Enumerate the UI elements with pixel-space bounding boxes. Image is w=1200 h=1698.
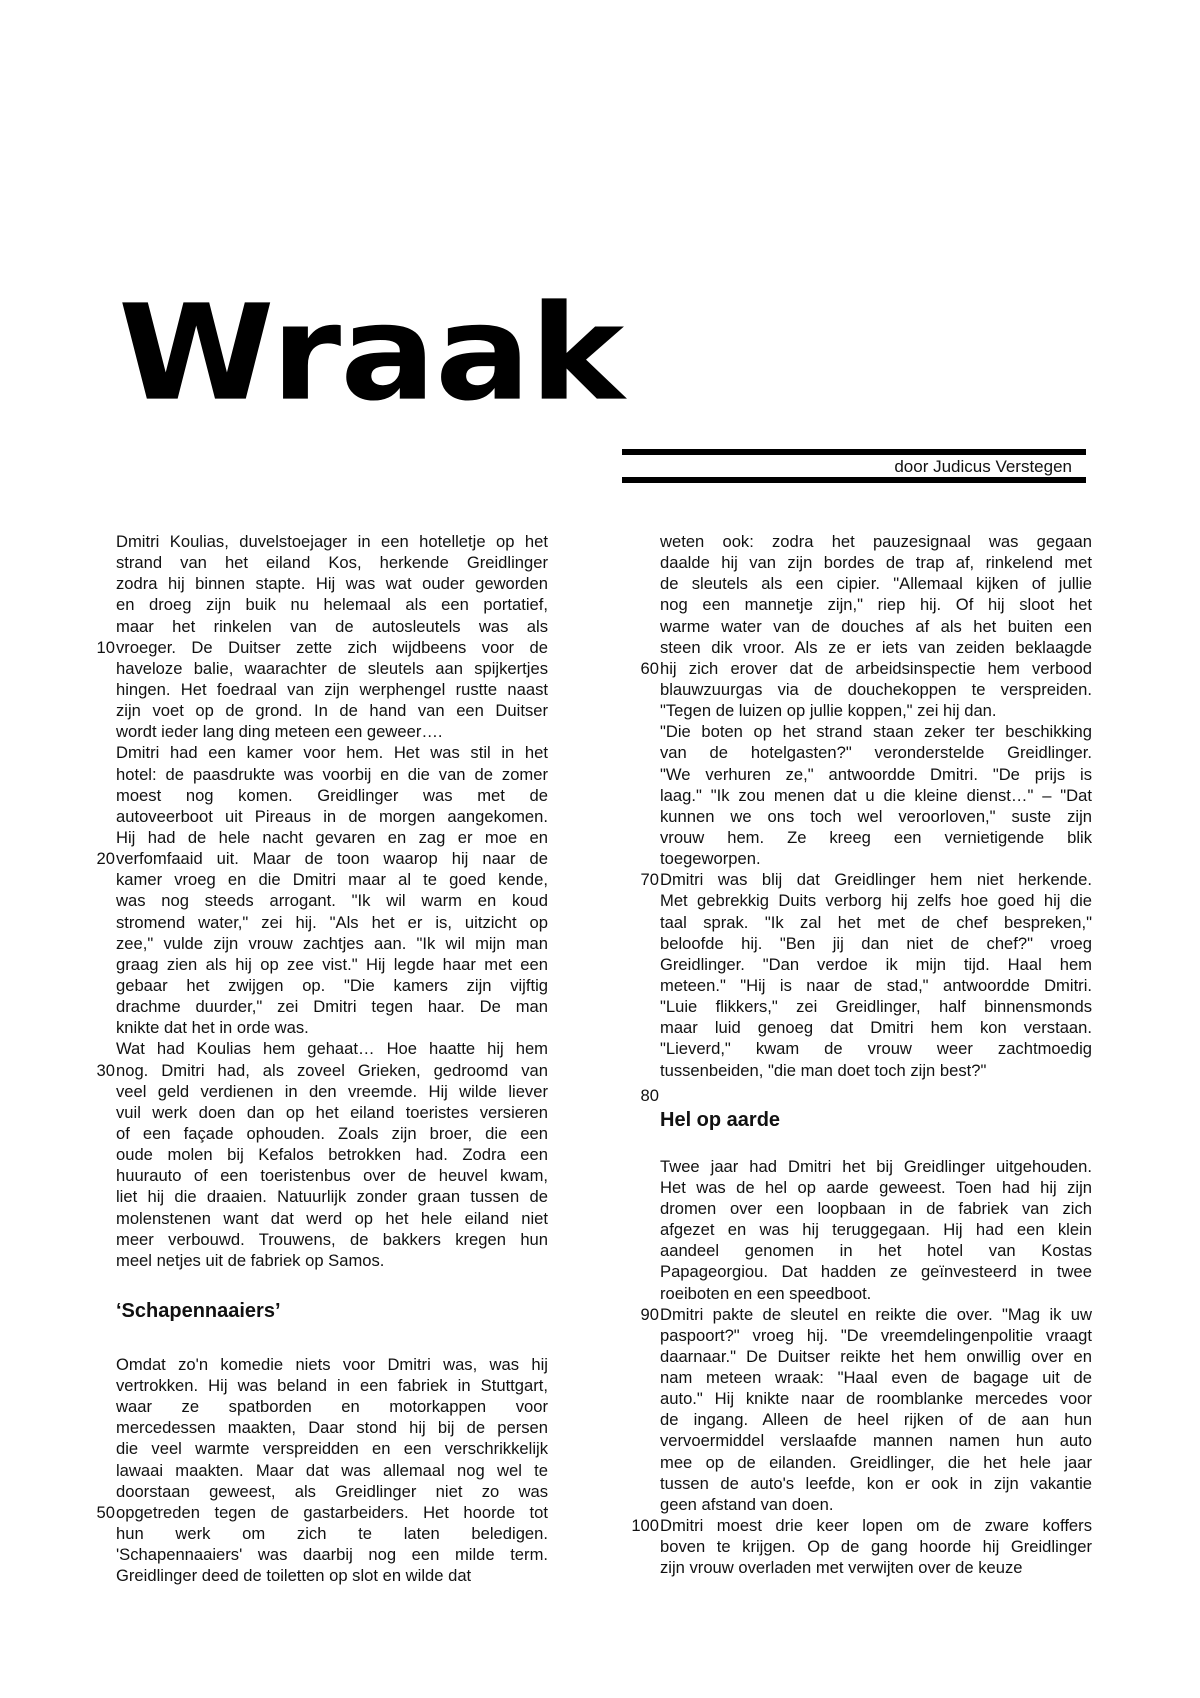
text-line-content: roeiboten en een speedboot. <box>660 1283 872 1303</box>
text-line <box>116 1208 548 1229</box>
spacer <box>660 1134 1092 1156</box>
spacer <box>116 1271 548 1290</box>
text-line <box>96 1502 548 1523</box>
text-line-content: taal sprak. "Ik zal het met de chef bespreken," <box>660 912 1092 932</box>
text-line-content: Het was de hel op aarde geweest. Toen had hij zijn <box>660 1177 1092 1197</box>
section-heading: ‘Schapennaaiers’ <box>116 1299 281 1322</box>
text-line-content: die veel warmte verspreidden en een verschrikkelijk <box>116 1439 548 1459</box>
text-line-content: oude molen bij Kefalos betrokken had. Zodra een <box>116 1145 548 1165</box>
text-line <box>116 616 548 637</box>
text-line <box>660 637 1092 658</box>
text-line-content: doorstaan geweest, als Greidlinger niet zo was <box>116 1481 548 1501</box>
text-line-content: zodra hij binnen stapte. Hij was wat ouder geworden <box>116 574 548 594</box>
text-line-content: Greidlinger deed de toiletten op slot en wilde dat <box>116 1566 472 1586</box>
text-line-content: tussenbeiden, "die man doet toch zijn best?" <box>660 1060 987 1080</box>
text-line <box>116 1354 548 1375</box>
text-line-content: Dmitri moest drie keer lopen om de zware koffers <box>660 1516 1092 1536</box>
text-line-content: blauwzuurgas via de douchekoppen te verspreiden. <box>660 679 1092 699</box>
text-line-content: huurauto of een toeristenbus over de heuvel kwam, <box>116 1166 548 1186</box>
text-line <box>116 1165 548 1186</box>
text-line-content: nam meteen wraak: "Haal even de bagage uit de <box>660 1368 1092 1388</box>
text-line <box>660 1430 1092 1451</box>
text-line-content: vertrokken. Hij was beland in een fabriek in Stuttgart, <box>116 1376 548 1396</box>
text-line <box>660 1060 1092 1081</box>
text-line-content: hun werk om zich te laten beledigen. <box>116 1524 548 1544</box>
text-line <box>660 1177 1092 1198</box>
text-line <box>116 1102 548 1123</box>
text-line <box>116 1460 548 1481</box>
text-line <box>660 721 1092 742</box>
text-line <box>116 1396 548 1417</box>
text-line <box>116 1565 548 1586</box>
text-line-content: weten ook: zodra het pauzesignaal was gegaan <box>660 532 1092 551</box>
paragraph <box>631 1515 1092 1578</box>
text-line-content: Dmitri pakte de sleutel en reikte die over. "Mag ik uw <box>660 1304 1092 1324</box>
text-line-content: vuil werk doen dan op het eiland toeristes versieren <box>116 1102 548 1122</box>
text-line-content: toegeworpen. <box>660 849 761 869</box>
line-number: 90 <box>640 1304 659 1324</box>
text-line <box>116 785 548 806</box>
text-line <box>660 975 1092 996</box>
text-line-content: paspoort?" vroeg hij. "De vreemdelingenpolitie vraagt <box>660 1325 1092 1345</box>
text-line <box>116 764 548 785</box>
text-line-content: stromend water," zei hij. "Als het er is, uitzicht op <box>116 912 548 932</box>
text-line-content: 'Schapennaaiers' was daarbij nog een milde term. <box>116 1545 548 1565</box>
text-line-content: geen afstand van doen. <box>660 1494 834 1514</box>
line-number: 60 <box>640 658 659 678</box>
text-line <box>660 785 1092 806</box>
text-line-content: afgezet en was hij teruggegaan. Hij had een klein <box>660 1220 1092 1240</box>
text-line-content: maar het rinkelen van de autosleutels was als <box>116 616 548 636</box>
author-byline: door Judicus Verstegen <box>894 457 1072 476</box>
paragraph <box>96 1354 548 1587</box>
text-line <box>116 1250 548 1271</box>
text-line <box>116 531 548 552</box>
paragraph <box>640 869 1092 1080</box>
text-line-content: Dmitri was blij dat Greidlinger hem niet herkende. <box>660 870 1092 890</box>
text-line-content: "Tegen de luizen op jullie koppen," zei hij dan. <box>660 701 997 721</box>
text-line <box>116 1081 548 1102</box>
text-line <box>660 1198 1092 1219</box>
text-line <box>660 1494 1092 1515</box>
text-line <box>660 552 1092 573</box>
text-line-content: "We verhuren ze," antwoordde Dmitri. "De prijs is <box>660 764 1092 784</box>
text-line-content: strand van het eiland Kos, herkende Greidlinger <box>116 553 548 573</box>
text-line-content: boven te krijgen. Op de gang hoorde hij Greidlinger <box>660 1537 1092 1557</box>
paragraph <box>660 721 1092 869</box>
text-line-content: Dmitri had een kamer voor hem. Het was stil in het <box>116 743 548 763</box>
text-line <box>660 954 1092 975</box>
text-line-content: warme water van de douches af als het buiten een <box>660 616 1092 636</box>
text-line <box>116 552 548 573</box>
text-line <box>660 616 1092 637</box>
text-line <box>116 1375 548 1396</box>
paragraph <box>96 531 548 742</box>
text-line <box>116 912 548 933</box>
text-line <box>116 1523 548 1544</box>
text-line <box>660 1388 1092 1409</box>
text-line <box>660 933 1092 954</box>
text-line <box>116 1481 548 1502</box>
text-line-content: haveloze balie, waarachter de sleutels aan spijkertjes <box>116 658 548 678</box>
text-line-content: vervoermiddel verslaafde mannen namen hun auto <box>660 1431 1092 1451</box>
text-line-content: gebaar het zwijgen op. "Die kamers zijn vijftig <box>116 975 548 995</box>
text-line <box>660 1261 1092 1282</box>
text-line-content: wordt ieder lang ding meteen een geweer…. <box>116 722 443 742</box>
text-line-content: "Die boten op het strand staan zeker ter beschikking <box>660 722 1092 742</box>
text-line <box>660 848 1092 869</box>
text-line <box>660 1409 1092 1430</box>
text-line-content: daarnaar." De Duitser reikte het hem onwillig over en <box>660 1346 1092 1366</box>
text-line-content: Twee jaar had Dmitri het bij Greidlinger uitgehouden. <box>660 1156 1092 1176</box>
text-line-content: nog. Dmitri had, als zoveel Grieken, gedroomd van <box>116 1060 548 1080</box>
text-line <box>660 1219 1092 1240</box>
text-line-content: verfomfaaid uit. Maar de toon waarop hij naar de <box>116 849 548 869</box>
text-line <box>631 1515 1092 1536</box>
text-line-content: graag zien als hij op zee vist." Hij legde haar met een <box>116 954 548 974</box>
text-line <box>116 742 548 763</box>
text-line <box>116 1229 548 1250</box>
text-line-content: Met gebrekkig Duits verborg hij zelfs hoe goed hij die <box>660 891 1092 911</box>
text-line-content: zijn vrouw overladen met verwijten over de keuze <box>660 1558 1023 1578</box>
text-line <box>660 1240 1092 1261</box>
text-line-content: van de hotelgasten?" veronderstelde Greidlinger. <box>660 743 1092 763</box>
text-line-content: moest nog komen. Greidlinger was met de <box>116 785 548 805</box>
text-line <box>660 1156 1092 1177</box>
text-line-content: aandeel genomen in het hotel van Kostas <box>660 1241 1092 1261</box>
text-line-content: waar ze spatborden en motorkappen voor <box>116 1397 548 1417</box>
text-line <box>660 679 1092 700</box>
line-number: 10 <box>96 637 115 657</box>
text-line <box>660 996 1092 1017</box>
text-line <box>96 1060 548 1081</box>
text-line <box>660 573 1092 594</box>
text-line-content: zee," vulde zijn vrouw zachtjes aan. "Ik wil mijn man <box>116 933 548 953</box>
text-line <box>660 594 1092 615</box>
text-line <box>116 975 548 996</box>
text-line-content: de ingang. Alleen de heel rijken of de aan hun <box>660 1410 1092 1430</box>
text-line-content: Papageorgiou. Dat hadden ze geïnvesteerd in twee <box>660 1262 1092 1282</box>
text-line <box>116 679 548 700</box>
text-line <box>660 1367 1092 1388</box>
text-line-content: knikte dat het in orde was. <box>116 1018 309 1038</box>
text-line <box>96 637 548 658</box>
text-line-content: Hij had de hele nacht gevaren en zag er moe en <box>116 827 548 847</box>
text-line <box>660 1452 1092 1473</box>
text-line-content: vrouw hem. Ze kreeg een vernietigende blik <box>660 827 1092 847</box>
text-line <box>640 658 1092 679</box>
text-line <box>116 827 548 848</box>
text-line-content: hotel: de paasdrukte was voorbij en die van de zomer <box>116 764 548 784</box>
text-line-content: steen dik vroor. Als ze er iets van zeiden beklaagde <box>660 637 1092 657</box>
text-line <box>96 848 548 869</box>
text-line <box>116 1544 548 1565</box>
section-heading: Hel op aarde <box>660 1108 781 1131</box>
text-line-content: en droeg zijn buik nu helemaal als een portatief, <box>116 595 548 615</box>
text-line-content: veel geld verdienen in den vreemde. Hij wilde liever <box>116 1081 548 1101</box>
text-line-content: hingen. Het foedraal van zijn werphengel rustte naast <box>116 679 548 699</box>
right-column <box>631 531 1092 1578</box>
text-line-content: tussen de auto's leefde, kon er ook in zijn vakantie <box>660 1473 1092 1493</box>
text-line-content: hij zich erover dat de arbeidsinspectie hem verbood <box>660 658 1092 678</box>
text-line <box>116 933 548 954</box>
text-line-content: of een façade ophouden. Zoals zijn broer, die een <box>116 1123 548 1143</box>
text-line-content: dromen over een loopbaan in de fabriek van zich <box>660 1198 1092 1218</box>
text-line-content: kunnen we ons toch wel veroorloven," suste zijn <box>660 806 1092 826</box>
text-line <box>116 1417 548 1438</box>
text-line <box>660 1536 1092 1557</box>
line-number-row <box>640 1085 1092 1106</box>
text-line <box>116 890 548 911</box>
text-line-content: "Lieverd," kwam de vrouw weer zachtmoedig <box>660 1039 1092 1059</box>
text-line-content: zijn voet op de grond. In de hand van een Duitser <box>116 701 548 721</box>
left-column <box>96 531 548 1586</box>
text-line <box>116 869 548 890</box>
text-line-content: was nog steeds arrogant. "Ik wil warm en koud <box>116 891 548 911</box>
text-line <box>116 1438 548 1459</box>
paragraph <box>96 742 548 1038</box>
text-line <box>116 594 548 615</box>
text-line-content: liet hij die draaien. Natuurlijk zonder graan tussen de <box>116 1187 548 1207</box>
text-line-content: autoveerboot uit Pireaus in de morgen aangekomen. <box>116 806 548 826</box>
text-line <box>660 1346 1092 1367</box>
text-line-content: vroeger. De Duitser zette zich wijdbeens voor de <box>116 637 548 657</box>
text-line-content: meel netjes uit de fabriek op Samos. <box>116 1250 385 1270</box>
text-line <box>640 1304 1092 1325</box>
text-line-content: kamer vroeg en die Dmitri maar al te goed kende, <box>116 870 548 890</box>
text-line <box>660 912 1092 933</box>
text-line-content: Wat had Koulias hem gehaat… Hoe haatte hij hem <box>116 1039 548 1059</box>
text-line-content: Omdat zo'n komedie niets voor Dmitri was, was hij <box>116 1354 548 1374</box>
text-line <box>116 1123 548 1144</box>
title-rule-bottom <box>622 477 1086 483</box>
line-number: 50 <box>96 1502 115 1522</box>
text-line-content: Greidlinger. "Dan verdoe ik mijn tijd. Haal hem <box>660 954 1092 974</box>
spacer <box>116 1332 548 1354</box>
paragraph <box>660 1156 1092 1304</box>
text-line <box>660 1557 1092 1578</box>
text-line <box>116 1186 548 1207</box>
text-line <box>116 806 548 827</box>
paragraph <box>640 531 1092 721</box>
text-line <box>116 1017 548 1038</box>
text-line <box>116 658 548 679</box>
text-line <box>660 890 1092 911</box>
line-number: 20 <box>96 849 115 869</box>
text-line <box>116 954 548 975</box>
text-line <box>116 1038 548 1059</box>
text-line <box>660 1038 1092 1059</box>
text-line-content: drachme duurder," zei Dmitri tegen haar. De man <box>116 997 548 1017</box>
text-line <box>116 700 548 721</box>
paragraph <box>640 1304 1092 1515</box>
line-number: 70 <box>640 870 659 890</box>
line-number: 100 <box>631 1516 659 1536</box>
line-number: 80 <box>640 1085 659 1105</box>
text-line-content: auto." Hij knikte naar de roomblanke mercedes voor <box>660 1389 1092 1409</box>
text-line-content: opgetreden tegen de gastarbeiders. Het hoorde tot <box>116 1502 548 1522</box>
text-line-content: meteen." "Hij is naar de stad," antwoordde Dmitri. <box>660 975 1092 995</box>
text-line <box>660 827 1092 848</box>
text-line-content: molenstenen want dat werd op het hele eiland niet <box>116 1208 548 1228</box>
text-line-content: daalde hij van zijn bordes de trap af, rinkelend met <box>660 553 1092 573</box>
text-line <box>660 806 1092 827</box>
text-line-content: beloofde hij. "Ben jij dan niet de chef?" vroeg <box>660 933 1092 953</box>
text-line-content: de sleutels als een cipier. "Allemaal kijken of jullie <box>660 574 1092 594</box>
text-line <box>660 700 1092 721</box>
text-line-content: nog een mannetje zijn," riep hij. Of hij sloot het <box>660 595 1092 615</box>
text-line <box>660 1017 1092 1038</box>
text-line <box>116 996 548 1017</box>
text-line-content: lawaai maakten. Maar dat was allemaal nog wel te <box>116 1460 548 1480</box>
article-title: Wraak <box>118 276 624 431</box>
text-line-content: mee op de eilanden. Greidlinger, die het hele jaar <box>660 1452 1092 1472</box>
text-line-content: mercedessen maakten, Daar stond hij bij de persen <box>116 1418 548 1438</box>
text-line <box>660 1283 1092 1304</box>
text-line <box>660 531 1092 552</box>
text-line-content: laag." "Ik zou menen dat u die kleine dienst…" – "Dat <box>660 785 1092 805</box>
text-line-content: Dmitri Koulias, duvelstoejager in een hotelletje op het <box>116 532 548 551</box>
text-line <box>640 869 1092 890</box>
title-rule-top <box>622 449 1086 455</box>
text-line <box>660 764 1092 785</box>
text-line-content: meer verbouwd. Trouwens, de bakkers kregen hun <box>116 1229 548 1249</box>
text-line <box>660 742 1092 763</box>
text-line-content: maar luid genoeg dat Dmitri hem kon verstaan. <box>660 1018 1092 1038</box>
text-line <box>660 1473 1092 1494</box>
text-line <box>116 573 548 594</box>
text-line-content: "Luie flikkers," zei Greidlinger, half binnensmonds <box>660 997 1092 1017</box>
paragraph <box>96 1038 548 1271</box>
line-number: 30 <box>96 1060 115 1080</box>
text-line <box>116 1144 548 1165</box>
text-line <box>660 1325 1092 1346</box>
text-line <box>116 721 548 742</box>
